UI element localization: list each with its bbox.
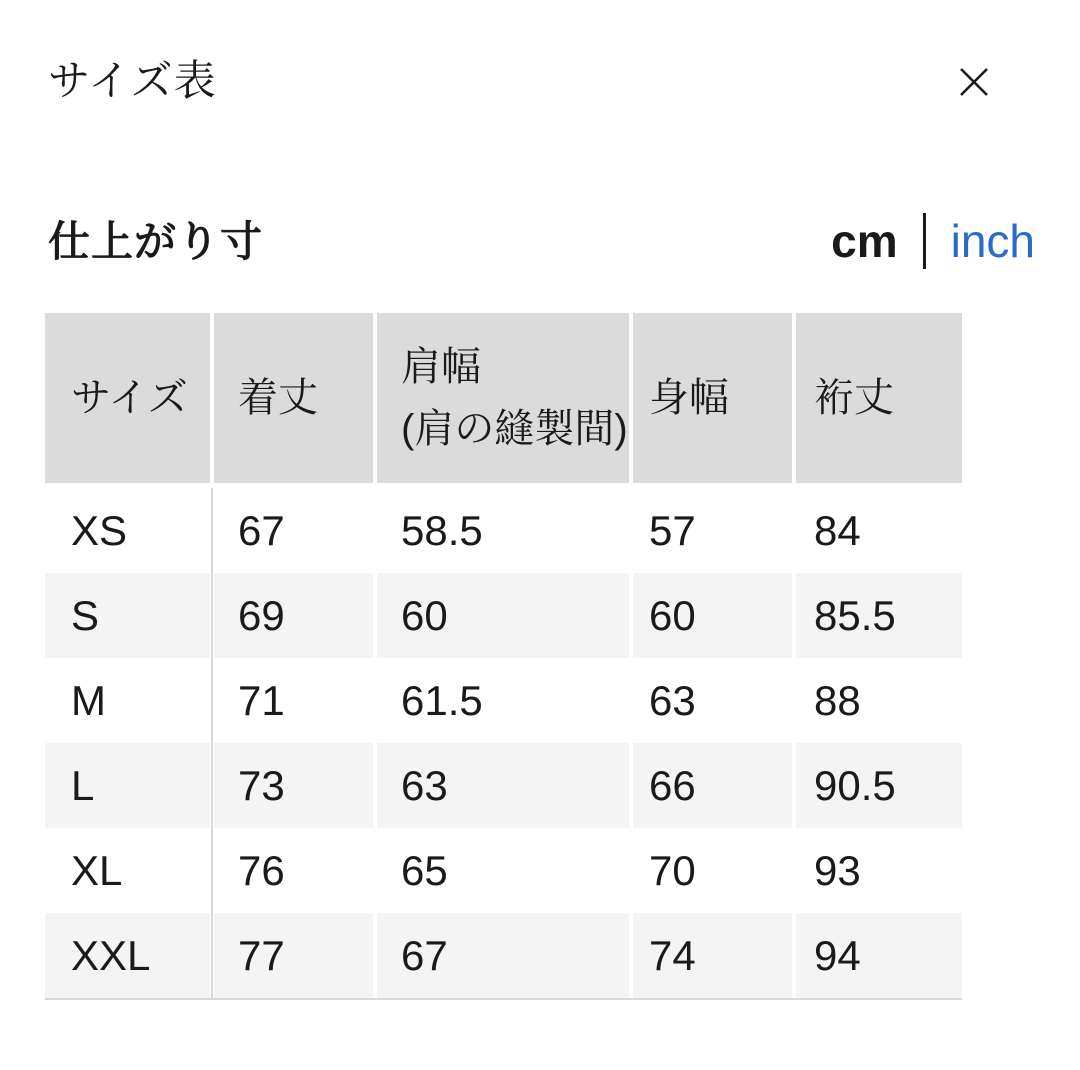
value-cell: 85.5 <box>796 573 962 658</box>
close-button[interactable] <box>956 64 992 100</box>
value-cell: 67 <box>377 913 629 998</box>
close-icon <box>957 65 991 99</box>
header-cell-body-width <box>633 313 792 483</box>
size-cell: M <box>45 658 210 743</box>
table-row-s <box>45 573 962 658</box>
value-cell: 93 <box>796 828 962 913</box>
header-label: サイズ <box>71 376 188 420</box>
table-row-xs <box>45 488 962 573</box>
value-cell: 66 <box>633 743 792 828</box>
value-cell: 74 <box>633 913 792 998</box>
unit-cm-button[interactable]: cm <box>831 215 898 267</box>
header-label: 裄丈 <box>814 376 894 420</box>
size-cell: XS <box>45 488 210 573</box>
header-cell-length <box>214 313 373 483</box>
table-row-xxl <box>45 913 962 998</box>
value-cell: 61.5 <box>377 658 629 743</box>
value-cell: 69 <box>214 573 373 658</box>
size-cell: XXL <box>45 913 210 998</box>
header-sublabel: (肩の縫製間) <box>401 407 628 451</box>
value-cell: 90.5 <box>796 743 962 828</box>
value-cell: 65 <box>377 828 629 913</box>
size-table-body <box>45 488 962 1000</box>
header-label: 肩幅 <box>401 345 481 389</box>
header-cell-size <box>45 313 210 483</box>
value-cell: 84 <box>796 488 962 573</box>
modal-title: サイズ表 <box>48 57 217 104</box>
value-cell: 60 <box>633 573 792 658</box>
header-cell-shoulder <box>377 313 629 483</box>
section-heading: 仕上がり寸 <box>48 218 264 265</box>
header-label: 着丈 <box>238 376 318 420</box>
value-cell: 70 <box>633 828 792 913</box>
size-table-header <box>45 313 962 483</box>
size-cell: XL <box>45 828 210 913</box>
value-cell: 94 <box>796 913 962 998</box>
value-cell: 58.5 <box>377 488 629 573</box>
table-row-xl <box>45 828 962 913</box>
unit-inch-button[interactable]: inch <box>950 215 1035 267</box>
value-cell: 71 <box>214 658 373 743</box>
value-cell: 63 <box>377 743 629 828</box>
unit-divider <box>923 213 926 269</box>
size-table <box>45 313 962 1000</box>
size-cell: L <box>45 743 210 828</box>
value-cell: 88 <box>796 658 962 743</box>
first-column-divider <box>211 488 213 998</box>
value-cell: 67 <box>214 488 373 573</box>
table-row-l <box>45 743 962 828</box>
header-cell-sleeve <box>796 313 962 483</box>
unit-toggle <box>831 205 1035 277</box>
value-cell: 57 <box>633 488 792 573</box>
table-row-m <box>45 658 962 743</box>
value-cell: 77 <box>214 913 373 998</box>
value-cell: 60 <box>377 573 629 658</box>
value-cell: 63 <box>633 658 792 743</box>
size-cell: S <box>45 573 210 658</box>
value-cell: 76 <box>214 828 373 913</box>
header-label: 身幅 <box>649 376 729 420</box>
value-cell: 73 <box>214 743 373 828</box>
